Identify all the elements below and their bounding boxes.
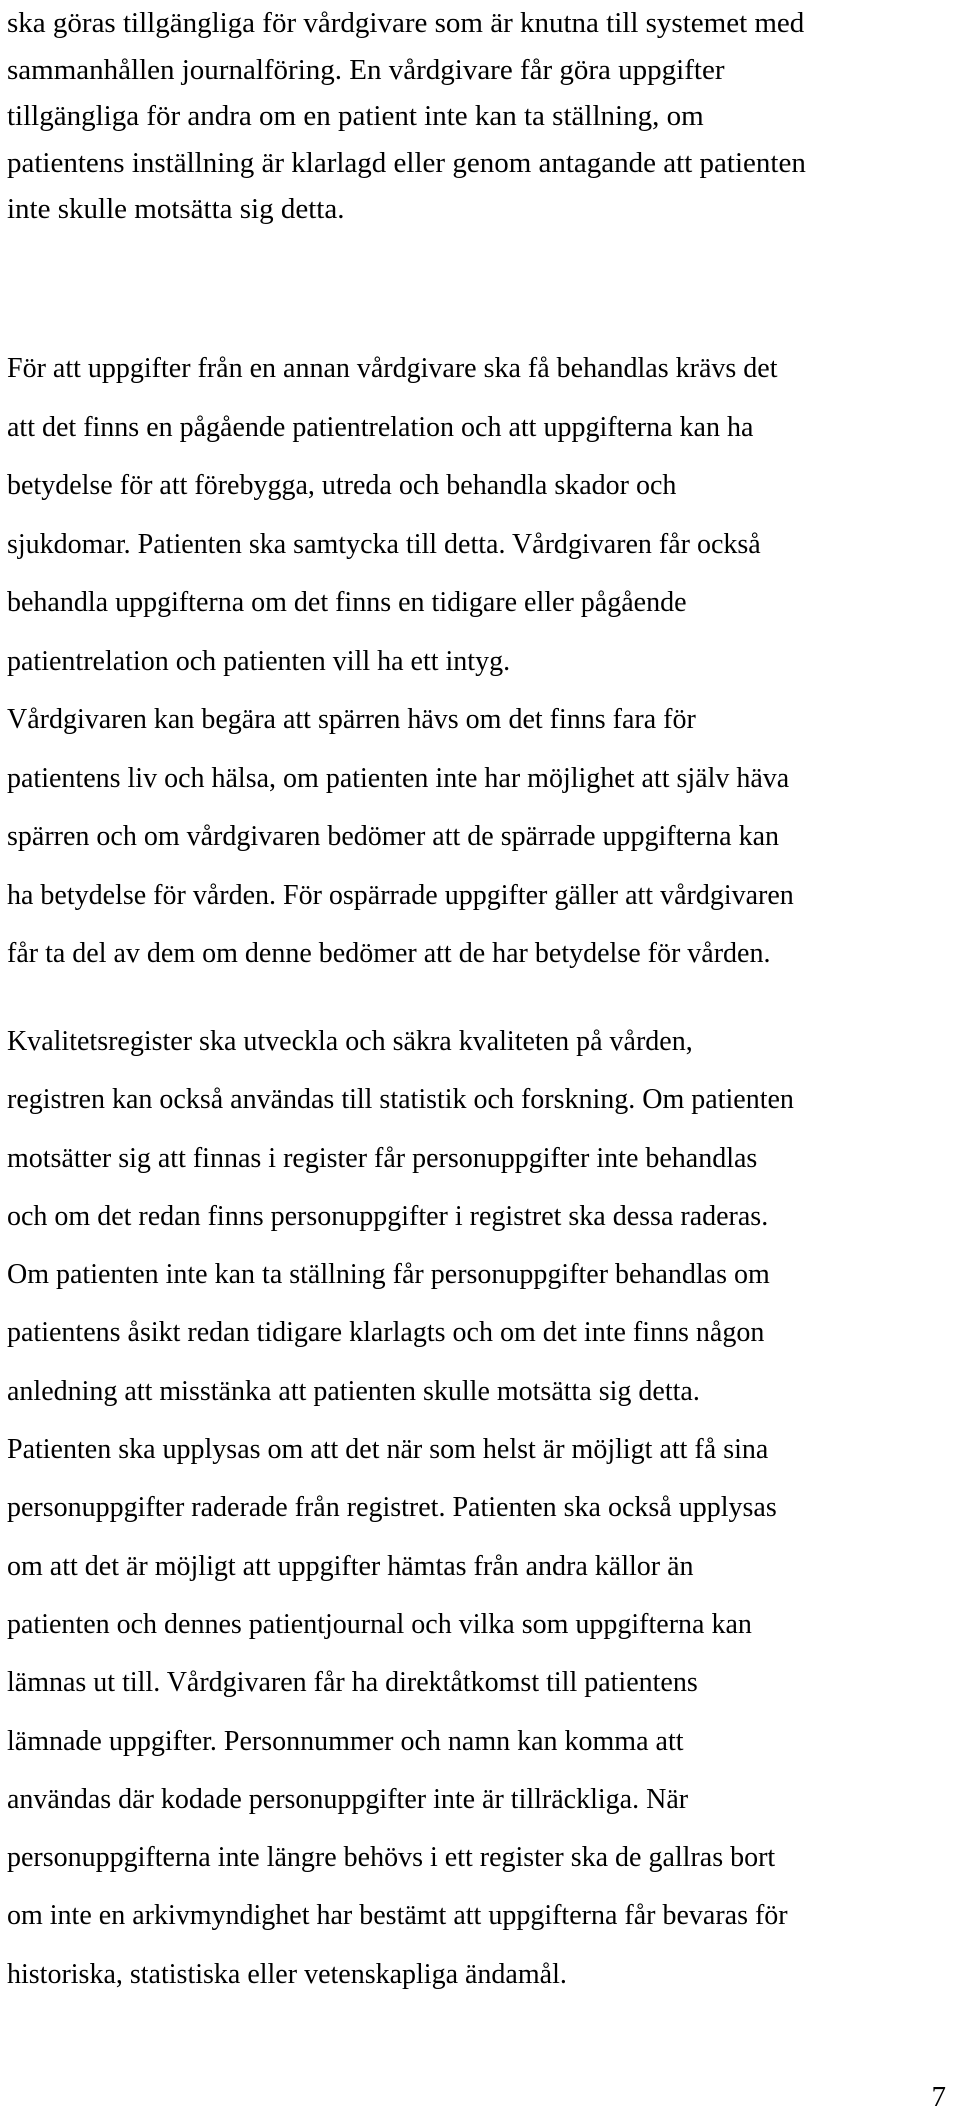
text-line: användas där kodade personuppgifter inte är tillräckliga. När	[7, 1783, 689, 1815]
text-line: personuppgifterna inte längre behövs i ett register ska de gallras bort	[7, 1842, 776, 1874]
text-line: patientens åsikt redan tidigare klarlagts och om det inte finns någon	[7, 1317, 765, 1349]
text-line: får ta del av dem om denne bedömer att de har betydelse för vården.	[7, 938, 771, 969]
text-line: historiska, statistiska eller vetenskapliga ändamål.	[7, 1958, 567, 1990]
paragraph	[7, 0, 806, 233]
text-line: personuppgifter raderade från registret. Patienten ska också upplysas	[7, 1492, 777, 1524]
text-line: sjukdomar. Patienten ska samtycka till detta. Vårdgivaren får också	[7, 528, 761, 560]
text-line: Vårdgivaren kan begära att spärren hävs om det finns fara för	[7, 704, 696, 735]
page-number: 7	[931, 2081, 946, 2113]
text-line: För att uppgifter från en annan vårdgivare ska få behandlas krävs det	[7, 353, 778, 384]
text-line: om inte en arkivmyndighet har bestämt att uppgifterna får bevaras för	[7, 1900, 788, 1932]
text-line: patientens liv och hälsa, om patienten inte har möjlighet att själv häva	[7, 762, 790, 794]
text-line: inte skulle motsätta sig detta.	[7, 193, 345, 225]
text-line: anledning att misstänka att patienten skulle motsätta sig detta.	[7, 1375, 700, 1407]
text-line: motsätter sig att finnas i register får personuppgifter inte behandlas	[7, 1142, 758, 1174]
text-line: ha betydelse för vården. För ospärrade uppgifter gäller att vårdgivaren	[7, 879, 794, 911]
text-line: att det finns en pågående patientrelation och att uppgifterna kan ha	[7, 411, 754, 443]
paragraph	[7, 340, 794, 984]
text-line: Om patienten inte kan ta ställning får personuppgifter behandlas om	[7, 1259, 770, 1291]
text-line: patientrelation och patienten vill ha ett intyg.	[7, 645, 511, 677]
text-line: behandla uppgifterna om det finns en tidigare eller pågående	[7, 587, 687, 618]
text-line: patientens inställning är klarlagd eller genom antagande att patienten	[7, 146, 806, 179]
text-line: lämnade uppgifter. Personnummer och namn kan komma att	[7, 1725, 684, 1757]
text-line: Kvalitetsregister ska utveckla och säkra kvaliteten på vården,	[7, 1026, 693, 1057]
text-line: betydelse för att förebygga, utreda och behandla skador och	[7, 470, 677, 501]
text-line: lämnas ut till. Vårdgivaren får ha direktåtkomst till patientens	[7, 1667, 698, 1699]
text-line: sammanhållen journalföring. En vårdgivare får göra uppgifter	[7, 53, 725, 86]
paragraph	[7, 1013, 794, 2004]
text-line: registren kan också användas till statistik och forskning. Om patienten	[7, 1084, 794, 1116]
text-line: ska göras tillgängliga för vårdgivare som är knutna till systemet med	[7, 7, 805, 39]
text-line: spärren och om vårdgivaren bedömer att de spärrade uppgifterna kan	[7, 821, 780, 852]
text-line: Patienten ska upplysas om att det när som helst är möjligt att få sina	[7, 1434, 769, 1466]
text-line: patienten och dennes patientjournal och vilka som uppgifterna kan	[7, 1608, 752, 1640]
text-line: tillgängliga för andra om en patient inte kan ta ställning, om	[7, 100, 704, 132]
text-line: och om det redan finns personuppgifter i registret ska dessa raderas.	[7, 1200, 769, 1232]
text-line: om att det är möjligt att uppgifter hämtas från andra källor än	[7, 1550, 694, 1582]
